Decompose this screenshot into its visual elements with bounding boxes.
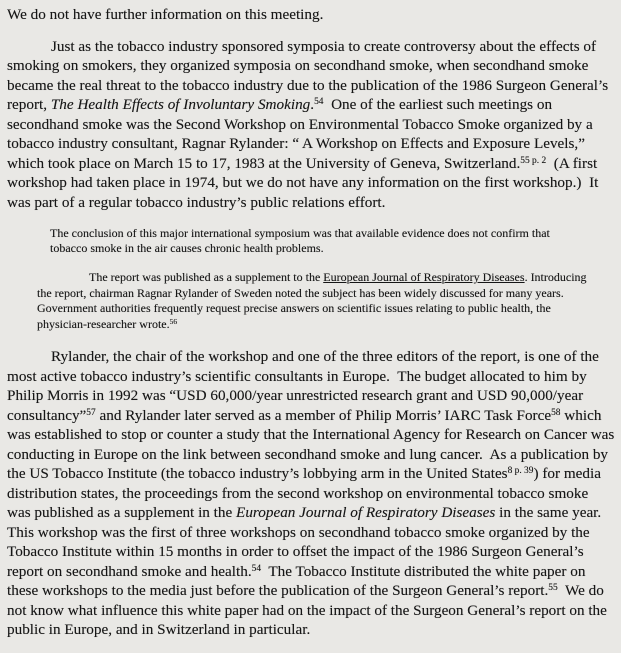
blockquote-symposium-conclusion: The conclusion of this major international symposium was that available evidence does not confirm that tobacco smoke in the air causes chronic health problems. bbox=[50, 226, 553, 255]
paragraph-symposia: Just as the tobacco industry sponsored symposia to create controversy about the effects of smoking on smokers, they organized symposia on secondhand smoke, when secondhand smoke became the real threat to the tobacco industry due to the publication of the 1986 Surgeon General’s report, The Health Effects of Involuntary Smoking.$^{54}$ One of the earliest such meetings on secondhand smoke was the Second Workshop on Environmental Tobacco Smoke organized by a tobacco industry consultant, Ragnar Rylander: “ A Workshop on Effects and Exposure Levels,” which took place on March 15 to 17, 1983 at the University of Geneva, Switzerland.$^{55 p. 2}$ (A first workshop had taken place in 1974, but we do not have any information on the first workshop.) It was part of a regular tobacco industry’s public relations effort. bbox=[7, 37, 612, 211]
paragraph-intro: We do not have further information on this meeting. bbox=[7, 6, 324, 23]
paragraph-rylander: Rylander, the chair of the workshop and one of the three editors of the report, is one of the most active tobacco industry’s scientific consultants in Europe. The budget allocated to him by Philip Morris in 1992 was “USD 60,000/year unrestricted research grant and USD 90,000/year consultancy”$^{57}$ and Rylander later served as a member of Philip Morris’ IARC Task Force$^{58}$ which was established to stop or counter a study that the International Agency for Research on Cancer was conducting in Europe on the link between secondhand smoke and lung cancer. As a publication by the US Tobacco Institute (the tobacco industry’s lobbying arm in the United States$^{8 p. 39}$) for media distribution states, the proceedings from the second workshop on environmental tobacco smoke was published as a supplement in the European Journal of Respiratory Diseases in the same year. This workshop was the first of three workshops on secondhand tobacco smoke organized by the Tobacco Institute within 15 months in order to offset the impact of the 1986 Surgeon General’s report on secondhand smoke and health.$^{54}$ The Tobacco Institute distributed the white paper on these workshops to the media just before the publication of the Surgeon General’s report.$^{55}$ We do not know what influence this white paper had on the impact of the Surgeon General’s report on the public in Europe, and in Switzerland in particular. bbox=[7, 348, 619, 638]
blockquote-report-publication: The report was published as a supplement to the European Journal of Respiratory Diseases. Introducing the report, chairman Ragnar Rylander of Sweden noted the subject has been widely discussed for many years. Government authorities frequently request precise answers on scientific issues relating to public health, the physician-researcher wrote.$^{56}$ bbox=[37, 270, 590, 331]
